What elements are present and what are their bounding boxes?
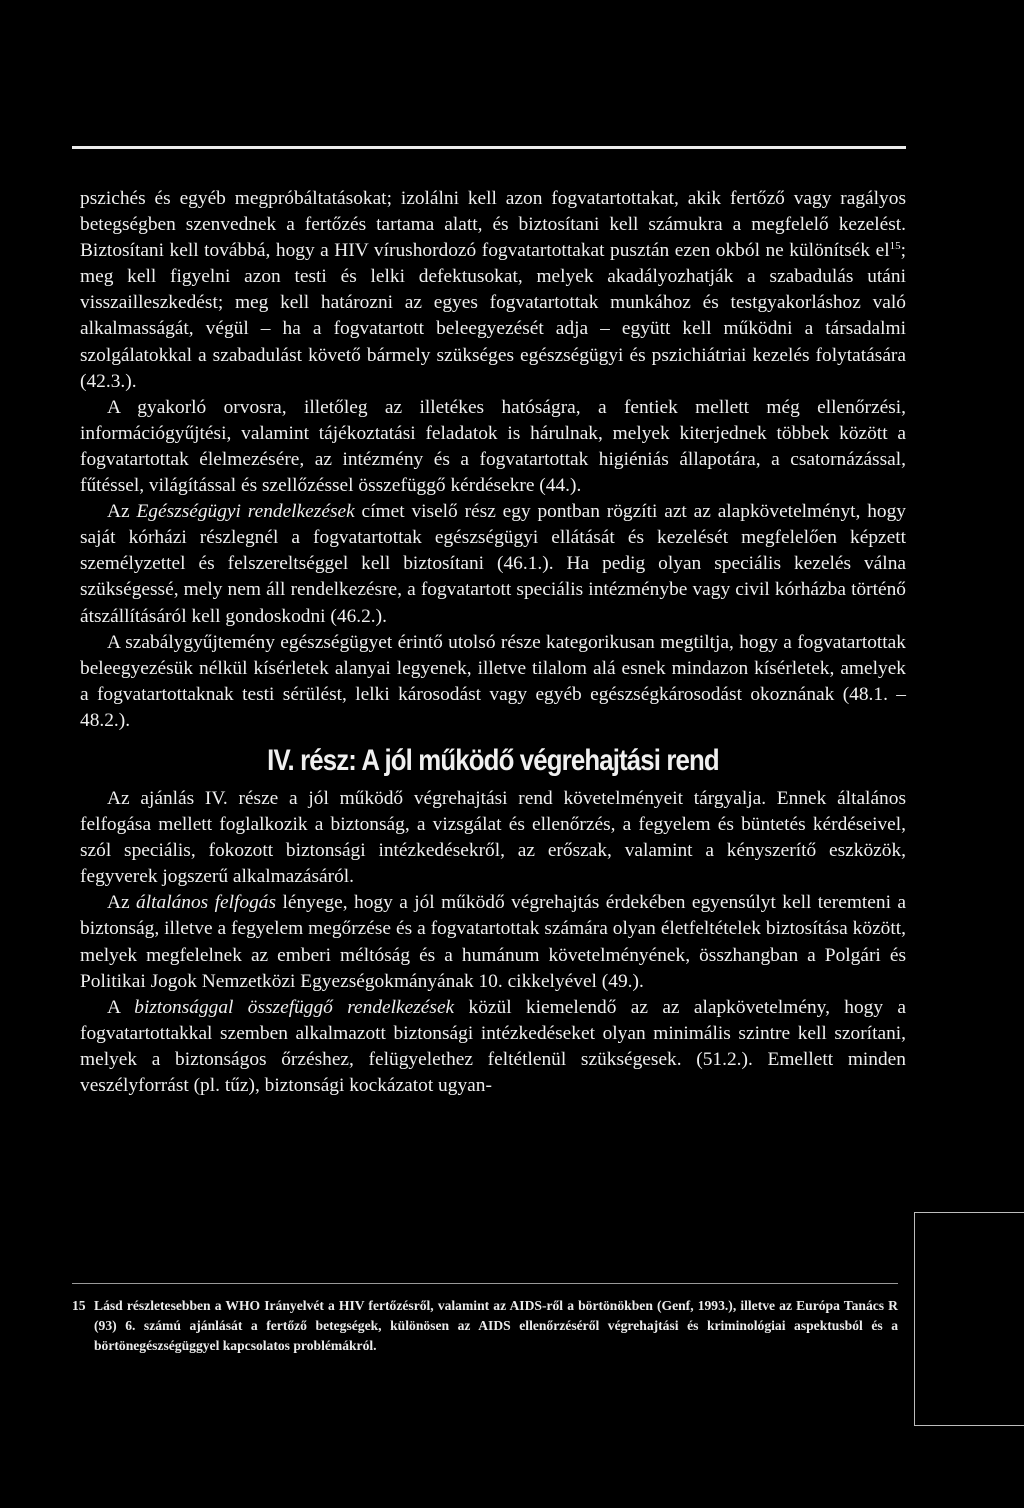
footnote-number: 15 [72, 1298, 86, 1313]
paragraph-text: Az [107, 892, 137, 914]
emphasis: Egészségügyi rendelkezések [136, 501, 355, 523]
paragraph-text: Az [107, 501, 137, 523]
footnote-text: Lásd részletesebben a WHO Irányelvét a HIV fertőzésről, valamint az AIDS-ről a börtönökben (Genf, 1993.), illetve az Európa Tanács R (93) 6. számú ajánlását a fertőző betegségek, különösen az AIDS ellenőrzéséről végrehajtási és kriminológiai aspektusból és a börtönegészségüggyel kapcsolatos problémákról. [94, 1298, 898, 1353]
paragraph [80, 890, 906, 994]
main-text [80, 186, 906, 1099]
emphasis: általános felfogás [136, 892, 277, 914]
emphasis: biztonsággal összefüggő rendelkezések [134, 996, 455, 1018]
paragraph-text: lényege, hogy a jól működő végrehajtás érdekében egyensúlyt kell teremteni a biztonság, illetve a fegyelem megőrzése és a fogvatartottak számára olyan életfeltételek biztosítása között, melyek megfelelnek az emberi méltóság és a humánum követelményének, összhangban a Polgári és Politikai Jogok Nemzetközi Egyezségokmányának 10. cikkelyével (49.). [80, 892, 906, 992]
paragraph-text: közül kiemelendő az az alapkövetelmény, hogy a fogvatartottakkal szemben alkalmazott biztonsági intézkedéseket olyan minimális szintre kell szorítani, melyek a biztonságos őrzéshez, felügyelethez feltétlenül szükségesek. (51.2.). Emellett minden veszélyforrást (pl. tűz), biztonsági kockázatot ugyan- [80, 996, 907, 1096]
paragraph-text: pszichés és egyéb megpróbáltatásokat; izolálni kell azon fogvatartottakat, akik fertőző vagy ragályos betegségben szenvednek a fertőzés tartama alatt, és biztosítani kell számukra a megfelelő kezelést. Biztosítani kell továbbá, hogy a HIV vírushordozó fogvatartottakat pusztán ezen okból ne különítsék el [80, 188, 906, 262]
paragraph-continued [80, 186, 906, 395]
paragraph-text: ; meg kell figyelni azon testi és lelki defektusokat, melyek akadályozhatják a szabadulás utáni visszailleszkedést; meg kell határozni az egyes fogvatartottak munkához és testgyakorláshoz való alkalmasságát, végül – ha a fogvatartott beleegyezését adja – együtt kell működni a társadalmi szolgálatokkal a szabadulást követő bármely szükséges egészségügyi és pszichiátriai kezelés folytatására (42.3.). [80, 240, 906, 392]
margin-frame [914, 1212, 1024, 1426]
paragraph-text: címet viselő rész egy pontban rögzíti azt az alapkövetelményt, hogy saját kórházi részlegnél a fogvatartottak egészségügyi ellátását és kezelését megfelelően képzett személyzettel és felszereltséggel kell biztosítani (46.1.). Ha pedig olyan speciális kezelés válna szükségessé, mely nem áll rendelkezésre, a fogvatartott speciális intézménybe vagy civil kórházba történő átszállításáról kell gondoskodni (46.2.). [80, 501, 906, 627]
footnote [72, 1296, 898, 1355]
paragraph-text: A [107, 996, 135, 1018]
header-rule [72, 146, 906, 149]
paragraph [80, 995, 906, 1099]
paragraph: Az ajánlás IV. része a jól működő végrehajtási rend követelményeit tárgyalja. Ennek általános felfogása mellett foglalkozik a biztonság, a vizsgálat és ellenőrzés, a fegyelem és büntetés kérdéseivel, szól speciális, fokozott biztonsági intézkedésekről, az erőszak, valamint a kényszerítő eszközök, fegyverek jogszerű alkalmazásáról. [80, 787, 906, 888]
section-heading: IV. rész: A jól működő végrehajtási rend [267, 743, 719, 777]
footnote-reference: 15 [889, 240, 901, 253]
paragraph: A gyakorló orvosra, illetőleg az illetékes hatóságra, a fentiek mellett még ellenőrzési, információgyűjtési, valamint tájékoztatási feladatok is hárulnak, melyek kiterjednek többek között a fogvatartottak élelmezésére, az intézmény és a fogvatartottak higiéniás állapotára, a csatornázással, fűtéssel, világítással és szellőzéssel összefüggő kérdésekre (44.). [80, 396, 906, 497]
paragraph [80, 499, 906, 629]
paragraph: A szabálygyűjtemény egészségügyet érintő utolsó része kategorikusan megtiltja, hogy a fogvatartottak beleegyezésük nélkül kísérletek alanyai legyenek, illetve tilalom alá esnek mindazon kísérletek, amelyek a fogvatartottaknak testi sérülést, lelki károsodást vagy egyéb egészségkárosodást okoznának (48.1. – 48.2.). [80, 631, 906, 731]
footnote-rule [72, 1283, 898, 1284]
